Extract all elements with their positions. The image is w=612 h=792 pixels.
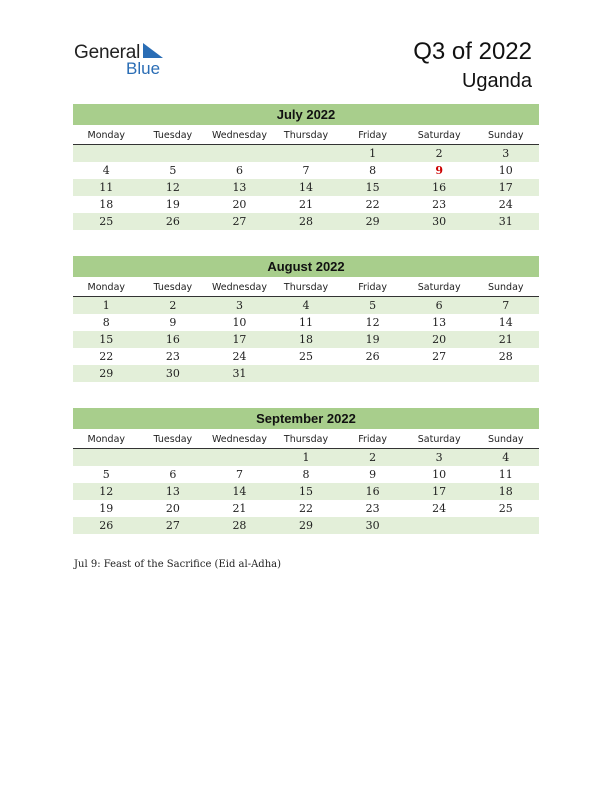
week-row: [73, 145, 539, 162]
day-cell: 3: [435, 451, 443, 464]
day-cell: 9: [169, 316, 177, 329]
week-row: [73, 500, 539, 517]
day-cell: 16: [365, 485, 380, 498]
week-row: [73, 517, 539, 534]
day-cell: 7: [502, 299, 510, 312]
day-cell: 8: [302, 468, 310, 481]
day-cell: 24: [432, 502, 447, 515]
day-cell: 4: [302, 299, 310, 312]
day-cell: 17: [498, 181, 513, 194]
day-cell: 10: [432, 468, 447, 481]
weekday-label: Wednesday: [211, 130, 267, 141]
weekday-label: Saturday: [417, 282, 461, 293]
day-cell: 27: [432, 350, 447, 363]
holiday-note: Jul 9: Feast of the Sacrifice (Eid al-Adha): [74, 559, 281, 570]
day-cell: 21: [498, 333, 513, 346]
day-cell: 13: [232, 181, 247, 194]
day-cell: 4: [502, 451, 510, 464]
day-cell: 11: [498, 468, 513, 481]
day-cell: 15: [365, 181, 380, 194]
day-cell: 17: [232, 333, 247, 346]
day-cell: 8: [102, 316, 110, 329]
weekday-header-row: [73, 279, 539, 297]
day-cell: 16: [432, 181, 447, 194]
day-cell: 2: [435, 147, 443, 160]
weekday-label: Tuesday: [153, 130, 193, 141]
month-title: July 2022: [73, 104, 539, 125]
day-cell: 26: [165, 215, 180, 228]
day-cell: 18: [299, 333, 314, 346]
weekday-label: Tuesday: [153, 434, 193, 445]
day-cell: 13: [432, 316, 447, 329]
day-cell: 23: [432, 198, 447, 211]
brand-logo: [74, 42, 184, 78]
day-cell: 14: [232, 485, 247, 498]
week-row: [73, 348, 539, 365]
weekday-label: Sunday: [487, 130, 524, 141]
day-cell: 16: [165, 333, 180, 346]
weekday-label: Saturday: [417, 434, 461, 445]
weekday-label: Monday: [87, 282, 126, 293]
logo-blue-text: Blue: [126, 59, 161, 78]
week-row: [73, 449, 539, 466]
weekday-label: Friday: [358, 282, 387, 293]
day-cell: 29: [365, 215, 380, 228]
month-title: September 2022: [73, 408, 539, 429]
weekday-label: Tuesday: [153, 282, 193, 293]
day-cell: 18: [498, 485, 513, 498]
day-cell: 30: [432, 215, 447, 228]
day-cell: 24: [232, 350, 247, 363]
day-cell: 5: [369, 299, 377, 312]
logo-general-text: General: [74, 42, 141, 63]
day-cell: 31: [498, 215, 513, 228]
month-calendar: [73, 408, 539, 534]
day-cell: 31: [232, 367, 247, 380]
day-cell: 12: [365, 316, 380, 329]
day-cell: 29: [99, 367, 114, 380]
day-cell: 25: [99, 215, 114, 228]
day-cell: 19: [99, 502, 114, 515]
page-title: Q3 of 2022: [413, 38, 532, 65]
weekday-label: Thursday: [283, 282, 329, 293]
day-cell: 12: [165, 181, 180, 194]
day-cell: 25: [498, 502, 513, 515]
day-cell: 14: [299, 181, 314, 194]
day-cell: 2: [169, 299, 177, 312]
weekday-label: Monday: [87, 434, 126, 445]
week-row: [73, 162, 539, 179]
day-cell: 17: [432, 485, 447, 498]
day-cell: 25: [299, 350, 314, 363]
day-cell: 30: [365, 519, 380, 532]
day-cell: 1: [302, 451, 310, 464]
day-cell: 5: [169, 164, 177, 177]
week-row: [73, 466, 539, 483]
day-cell: 10: [232, 316, 247, 329]
day-cell: 11: [299, 316, 314, 329]
day-cell: 21: [299, 198, 314, 211]
weekday-label: Thursday: [283, 434, 329, 445]
day-cell: 22: [99, 350, 114, 363]
month-title: August 2022: [73, 256, 539, 277]
weekday-header-row: [73, 431, 539, 449]
day-cell: 29: [299, 519, 314, 532]
day-cell: 19: [365, 333, 380, 346]
day-cell: 20: [232, 198, 247, 211]
month-calendar: [73, 104, 539, 230]
week-row: [73, 314, 539, 331]
week-row: [73, 365, 539, 382]
weekday-label: Sunday: [487, 282, 524, 293]
day-cell: 6: [169, 468, 177, 481]
day-cell: 7: [235, 468, 243, 481]
day-cell: 27: [232, 215, 247, 228]
day-cell: 3: [235, 299, 243, 312]
day-cell: 21: [232, 502, 247, 515]
day-cell: 28: [299, 215, 314, 228]
weekday-label: Friday: [358, 130, 387, 141]
day-cell: 23: [365, 502, 380, 515]
weekday-label: Wednesday: [211, 282, 267, 293]
day-cell: 1: [102, 299, 110, 312]
weekday-label: Thursday: [283, 130, 329, 141]
weekday-label: Friday: [358, 434, 387, 445]
day-cell: 28: [498, 350, 513, 363]
day-cell: 11: [99, 181, 114, 194]
weekday-label: Sunday: [487, 434, 524, 445]
day-cell: 5: [102, 468, 110, 481]
day-cell: 6: [235, 164, 243, 177]
week-row: [73, 331, 539, 348]
day-cell: 26: [365, 350, 380, 363]
day-cell: 22: [365, 198, 380, 211]
month-calendar: [73, 256, 539, 382]
weekday-label: Wednesday: [211, 434, 267, 445]
weekday-header-row: [73, 127, 539, 145]
day-cell: 30: [165, 367, 180, 380]
day-cell: 13: [165, 485, 180, 498]
day-cell: 4: [102, 164, 110, 177]
day-cell: 10: [498, 164, 513, 177]
day-cell: 2: [369, 451, 377, 464]
day-cell: 12: [99, 485, 114, 498]
day-cell: 20: [432, 333, 447, 346]
weekday-label: Saturday: [417, 130, 461, 141]
day-cell: 22: [299, 502, 314, 515]
day-cell: 1: [369, 147, 377, 160]
day-cell: 3: [502, 147, 510, 160]
day-cell: 20: [165, 502, 180, 515]
day-cell: 18: [99, 198, 114, 211]
day-cell: 15: [99, 333, 114, 346]
week-row: [73, 179, 539, 196]
day-cell: 8: [369, 164, 377, 177]
day-cell: 23: [165, 350, 180, 363]
day-cell: 15: [299, 485, 314, 498]
day-cell: 6: [435, 299, 443, 312]
day-cell: 9: [435, 164, 443, 177]
week-row: [73, 213, 539, 230]
day-cell: 28: [232, 519, 247, 532]
day-cell: 27: [165, 519, 180, 532]
week-row: [73, 297, 539, 314]
day-cell: 14: [498, 316, 513, 329]
country-title: Uganda: [461, 70, 532, 92]
day-cell: 19: [165, 198, 180, 211]
weekday-label: Monday: [87, 130, 126, 141]
day-cell: 9: [369, 468, 377, 481]
logo-triangle-icon: [141, 43, 163, 59]
week-row: [73, 196, 539, 213]
day-cell: 26: [99, 519, 114, 532]
day-cell: 24: [498, 198, 513, 211]
week-row: [73, 483, 539, 500]
day-cell: 7: [302, 164, 310, 177]
